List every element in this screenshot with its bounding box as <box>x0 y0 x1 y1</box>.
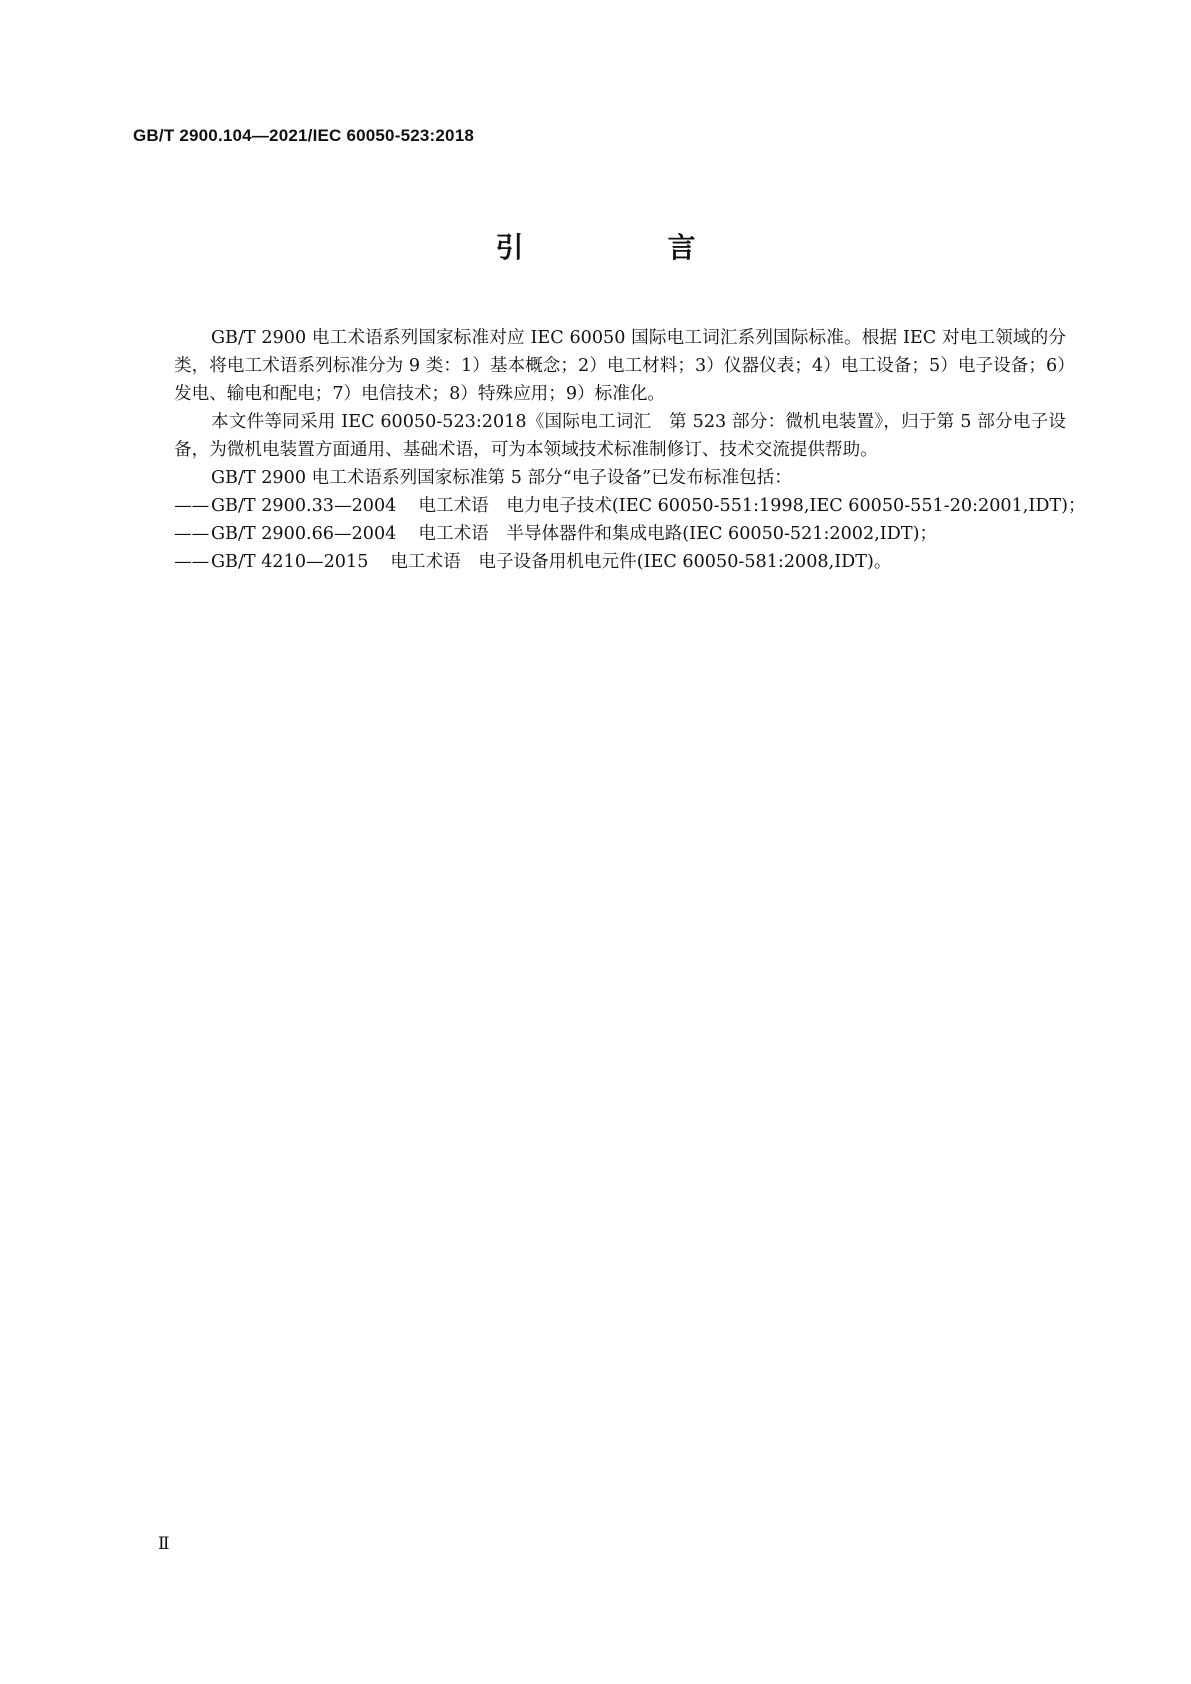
paragraph-1: GB/T 2900 电工术语系列国家标准对应 IEC 60050 国际电工词汇系列国际标准。根据 IEC 对电工领域的分类，将电工术语系列标准分为 9 类：1）基本概念；2）电工材料；3）仪器仪表；4）电工设备；5）电子设备；6）发电、输电和配电；7）电信技术；8）特殊应用；9）标准化。 <box>174 328 1066 404</box>
list-item-code: GB/T 2900.66—2004 <box>211 524 397 544</box>
list-item-title: 电工术语 电力电子技术(IEC 60050-551:1998,IEC 60050-551-20:2001,IDT)； <box>418 496 1086 516</box>
page-title: 引 言 <box>495 231 754 264</box>
list-item-title: 电工术语 电子设备用机电元件(IEC 60050-581:2008,IDT)。 <box>390 552 892 572</box>
list-dash: —— <box>174 524 210 544</box>
list-item-title: 电工术语 半导体器件和集成电路(IEC 60050-521:2002,IDT)； <box>418 524 938 544</box>
list-item-code: GB/T 4210—2015 <box>211 552 369 572</box>
list-item <box>174 548 1103 576</box>
list-dash: —— <box>174 552 210 572</box>
list-item-code: GB/T 2900.33—2004 <box>211 496 397 516</box>
list-item <box>174 492 1103 520</box>
page-number: Ⅱ <box>158 1534 170 1554</box>
list-dash: —— <box>174 496 210 516</box>
document-body <box>174 324 1086 576</box>
list-item <box>174 520 1103 548</box>
paragraph-3: GB/T 2900 电工术语系列国家标准第 5 部分“电子设备”已发布标准包括： <box>211 468 792 488</box>
document-header: GB/T 2900.104—2021/IEC 60050-523:2018 <box>133 126 475 145</box>
paragraph-2: 本文件等同采用 IEC 60050-523:2018《国际电工词汇 第 523 部分：微机电装置》，归于第 5 部分电子设备，为微机电装置方面通用、基础术语，可为本领域技术标准制修订、技术交流提供帮助。 <box>174 412 1066 460</box>
